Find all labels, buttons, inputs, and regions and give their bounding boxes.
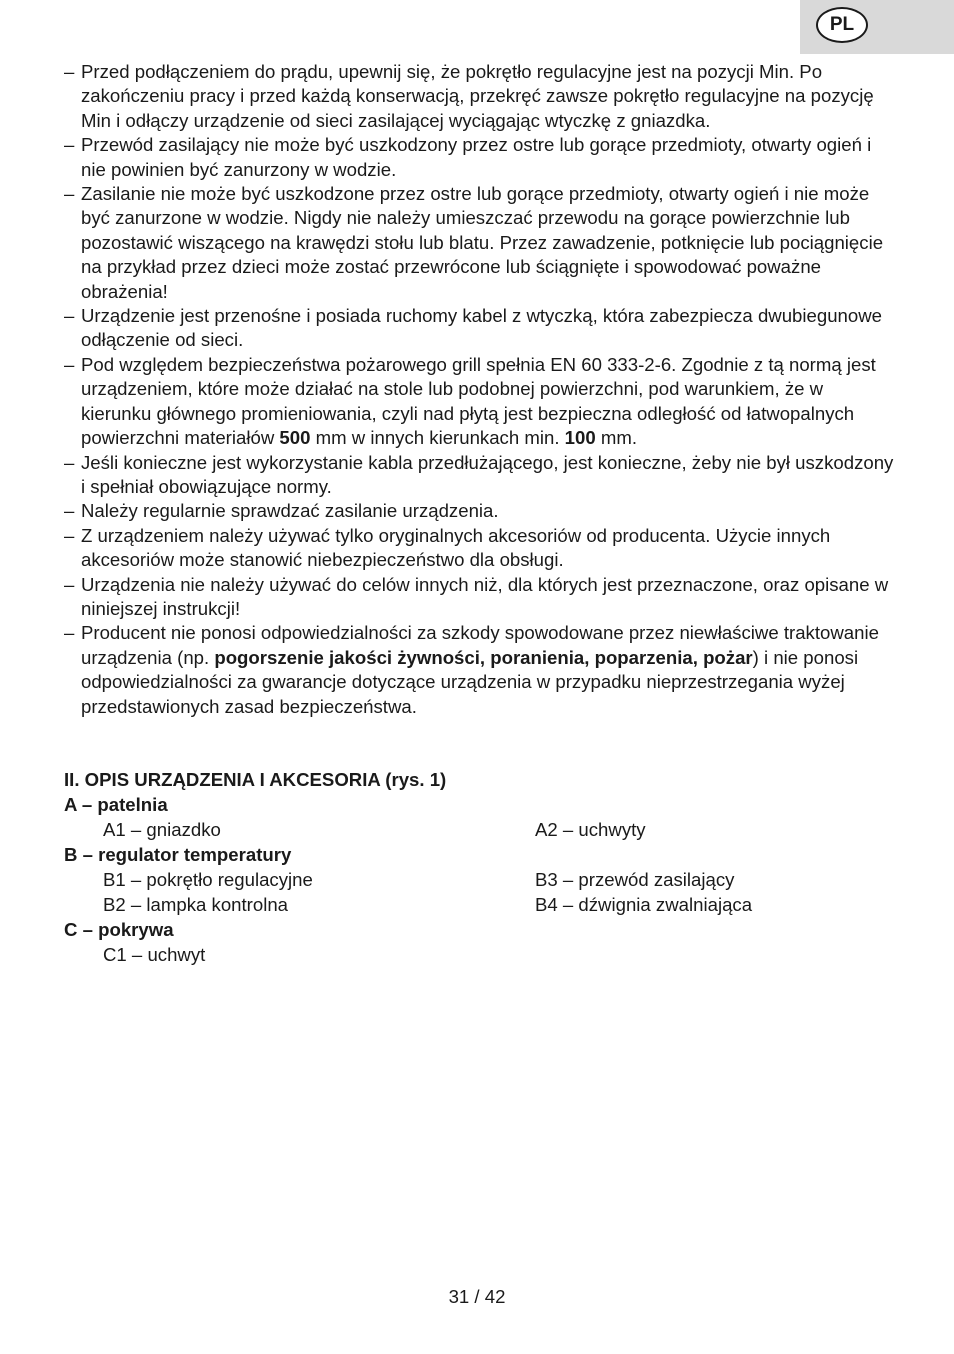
group-title-a: A – patelnia — [64, 794, 168, 815]
part-c1: C1 – uchwyt — [103, 944, 206, 965]
group-title-c: C – pokrywa — [64, 919, 174, 940]
instruction-item — [64, 182, 894, 304]
part-b4: B4 – dźwignia zwalniająca — [535, 894, 753, 915]
bold-text: pogorszenie jakości żywności, poranienia, poparzenia, pożar — [214, 646, 753, 668]
parts-row — [64, 942, 894, 967]
bold-text: 100 — [564, 427, 596, 449]
part-b3: B3 – przewód zasilający — [535, 869, 735, 890]
instruction-item — [64, 499, 894, 523]
instruction-item — [64, 451, 894, 500]
instruction-item — [64, 60, 894, 133]
text-run: Przed podłączeniem do prądu, upewnij się, że pokrętło regulacyjne jest na pozycji Min. Po zakończeniu pracy i przed każdą konserwacją, przekręć zawsze pokrętło regulacyjne na pozycję Min i odłączy urządzenie od sieci zasilającej wyciągając wtyczkę z gniazdka. — [81, 61, 874, 131]
instruction-item — [64, 621, 894, 719]
parts-row — [64, 867, 894, 892]
page-number: 31 / 42 — [448, 1286, 506, 1307]
part-b2: B2 – lampka kontrolna — [103, 894, 289, 915]
text-run: Pod względem bezpieczeństwa pożarowego grill spełnia EN 60 333-2-6. Zgodnie z tą normą jest urządzeniem, które może działać na stole lub podobnej powierzchni, pod warunkiem, że w kierunku głównego promieniowania, czyli nad płytą jest bezpieczna odległość od łatwopalnych powierzchni materiałów — [81, 353, 876, 449]
instruction-item — [64, 573, 894, 622]
part-b1: B1 – pokrętło regulacyjne — [103, 869, 313, 890]
text-run: mm. — [595, 427, 637, 449]
language-badge: PL — [816, 7, 868, 43]
part-a1: A1 – gniazdko — [103, 819, 221, 840]
text-run: Urządzenie jest przenośne i posiada ruchomy kabel z wtyczką, która zabezpiecza dwubiegunowe odłączenie od sieci. — [81, 305, 882, 351]
text-run: Urządzenia nie należy używać do celów innych niż, dla których jest przeznaczone, oraz opisane w niniejszej instrukcji! — [81, 573, 889, 619]
text-run: Jeśli konieczne jest wykorzystanie kabla przedłużającego, jest konieczne, żeby nie był uszkodzony i spełniał obowiązujące normy. — [81, 451, 894, 497]
text-run: Należy regularnie sprawdzać zasilanie urządzenia. — [81, 500, 499, 522]
instruction-item — [64, 353, 894, 451]
text-run: Producent nie ponosi odpowiedzialności za szkody spowodowane przez niewłaściwe traktowanie urządzenia (np. — [81, 622, 879, 668]
parts-row — [64, 892, 894, 917]
text-run: Przewód zasilający nie może być uszkodzony przez ostre lub gorące przedmioty, otwarty ogień i nie powinien być zanurzony w wodzie. — [81, 134, 872, 180]
text-run: Zasilanie nie może być uszkodzone przez ostre lub gorące przedmioty, otwarty ogień i nie może być zanurzone w wodzie. Nigdy nie należy umieszczać przewodu na gorące powierzchnie lub pozostawić wiszącego na krawędzi stołu lub blatu. Przez zawadzenie, potknięcie lub pociągnięcie na przykład przez dzieci może zostać przewrócone lub ściągnięte i spowodować poważne obrażenia! — [81, 183, 884, 302]
text-run: mm w innych kierunkach min. — [310, 427, 565, 449]
instruction-item — [64, 524, 894, 573]
instruction-item — [64, 304, 894, 353]
text-run: ) i nie ponosi odpowiedzialności za gwarancje dotyczące urządzenia w przypadku nieprzestrzegania wyżej przedstawionych zasad bezpieczeństwa. — [81, 646, 859, 717]
part-a2: A2 – uchwyty — [535, 819, 646, 840]
instruction-item — [64, 133, 894, 182]
bold-text: 500 — [279, 427, 311, 449]
text-run: Z urządzeniem należy używać tylko oryginalnych akcesoriów od producenta. Użycie innych akcesoriów może stanowić niebezpieczeństwo dla obsługi. — [81, 524, 831, 571]
section-heading: II. OPIS URZĄDZENIA I AKCESORIA (rys. 1) — [64, 769, 447, 790]
group-title-b: B – regulator temperatury — [64, 844, 292, 865]
safety-instructions-list — [64, 60, 894, 719]
parts-row — [64, 817, 894, 842]
device-description-section — [64, 767, 894, 967]
